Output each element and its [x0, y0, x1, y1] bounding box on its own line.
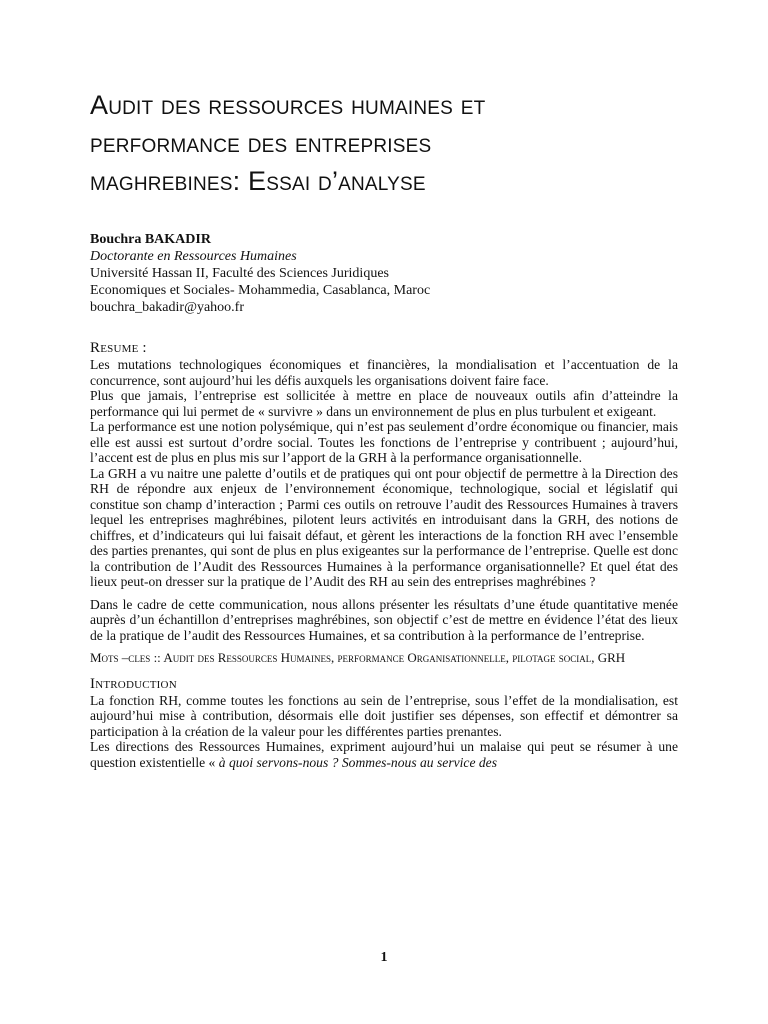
- introduction-paragraph-2: [90, 739, 678, 770]
- paper-page: [90, 86, 678, 770]
- introduction-paragraph-2-text: Les directions des Ressources Humaines, expriment aujourd’hui un malaise qui peut se résumer à une question existentielle «: [90, 739, 678, 770]
- resume-heading: Resume :: [90, 340, 147, 356]
- keywords-label: Mots –cles ::: [90, 650, 161, 665]
- introduction-paragraph-2-italic: à quoi servons-nous ? Sommes-nous au service des: [218, 754, 498, 770]
- keywords-text: Audit des Ressources Humaines, performance Organisationnelle, pilotage social, GRH: [163, 650, 626, 665]
- title-line-1: Audit des ressources humaines et: [90, 90, 486, 120]
- page-number: 1: [380, 950, 388, 965]
- paper-title: [90, 86, 678, 200]
- author-affiliation-1: Université Hassan II, Faculté des Sciences Juridiques: [90, 266, 389, 281]
- title-line-3: maghrebines: Essai d’analyse: [90, 166, 426, 196]
- author-role: Doctorante en Ressources Humaines: [90, 249, 297, 264]
- resume-paragraph-4: La GRH a vu naitre une palette d’outils et de pratiques qui ont pour objectif de permettre à la Direction des RH de répondre aux enjeux de l’environnement économique, technologique, social et législatif qui constitue son champ d’interaction ; Parmi ces outils on retrouve l’audit des Ressources Humaines à travers lequel les entreprises maghrébines, pilotent leurs activités en introduisant dans la GRH, des notions de chiffres, et d’indicateurs qui lui faisait défaut, et gèrent les interactions de la fonction RH avec l’ensemble des parties prenantes, qui sont de plus en plus exigeantes sur la performance de l’entreprise. Quelle est donc la contribution de l’Audit des Ressources Humaines à la performance organisationnelle? Et quel état des lieux peut-on dresser sur la pratique de l’Audit des RH au sein des entreprises maghrébines ?: [90, 465, 678, 589]
- author-affiliation-2: Economiques et Sociales- Mohammedia, Casablanca, Maroc: [90, 283, 431, 298]
- title-line-2: performance des entreprises: [90, 128, 432, 158]
- keywords: [90, 650, 678, 666]
- author-block: [90, 231, 678, 316]
- resume-paragraph-2: Plus que jamais, l’entreprise est sollicitée à mettre en place de nouveaux outils afin d’atteindre la performance qui lui permet de « survivre » dans un environnement de plus en plus turbulent et exigeant.: [90, 388, 678, 419]
- introduction-paragraph-1: La fonction RH, comme toutes les fonctions au sein de l’entreprise, sous l’effet de la mondialisation, est aujourd’hui mise à contribution, désormais elle doit justifier ses dépenses, son effectif et démontrer sa participation à la création de la valeur pour les différentes parties prenantes.: [90, 692, 678, 739]
- author-email: bouchra_bakadir@yahoo.fr: [90, 300, 244, 315]
- author-name: Bouchra BAKADIR: [90, 232, 211, 247]
- introduction-heading: Introduction: [90, 675, 177, 692]
- resume-paragraph-5: Dans le cadre de cette communication, nous allons présenter les résultats d’une étude quantitative menée auprès d’un échantillon d’entreprises maghrébines, son objectif c’est de mettre en évidence l’état des lieux de la pratique de l’audit des Ressources Humaines, et sa contribution à la performance de l’entreprise.: [90, 596, 678, 643]
- resume-paragraph-3: La performance est une notion polysémique, qui n’est pas seulement d’ordre économique ou financier, mais elle est aussi est surtout d’ordre social. Toutes les fonctions de l’entreprise y contribuent ; aujourd’hui, l’accent est de plus en plus mis sur l’apport de la GRH à la performance organisationnelle.: [90, 419, 678, 465]
- resume-paragraph-1: Les mutations technologiques économiques et financières, la mondialisation et l’accentuation de la concurrence, sont aujourd’hui les défis auxquels les organisations doivent faire face.: [90, 357, 678, 388]
